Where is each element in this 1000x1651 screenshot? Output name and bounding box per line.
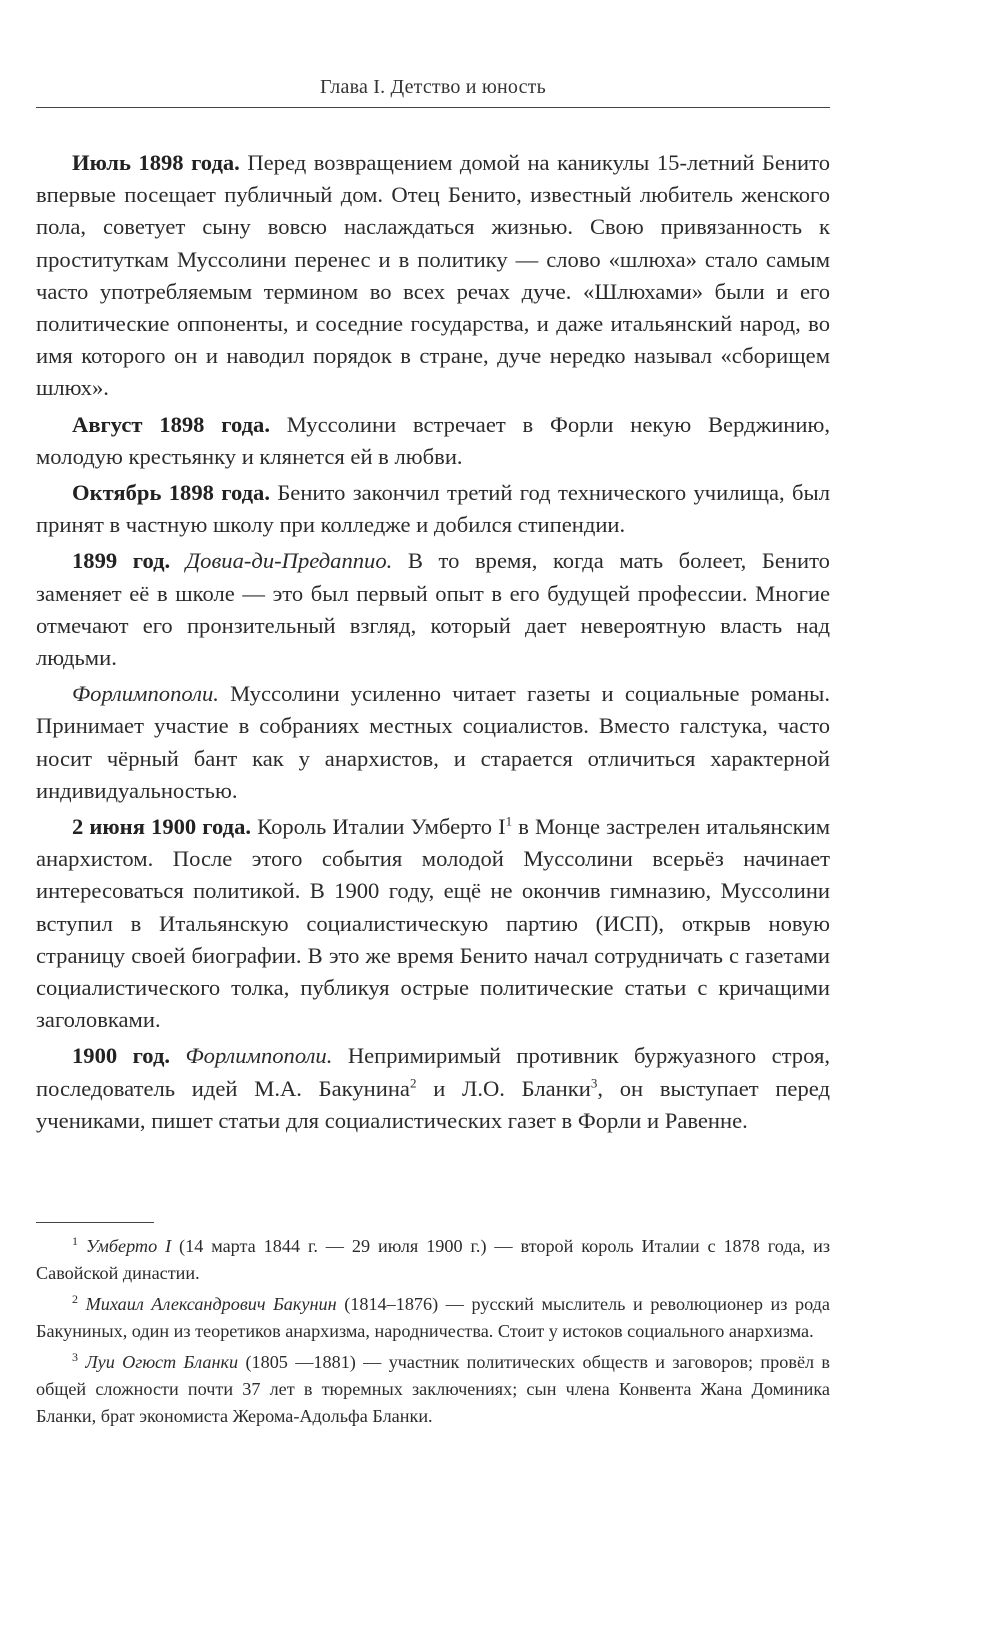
paragraph-text: Перед возвращением домой на каникулы 15-летний Бенито впервые посещает публичный дом. Отец Бенито, известный любитель женского пола, советует сыну вовсю наслаждаться жизнью. Свою привязанность к проституткам Муссолини перенес и в политику — слово «шлюха» стало самым часто употребляемым термином во всех речах дуче. «Шлюхами» были и его политические оппоненты, и соседние государства, и даже итальянский народ, во имя которого он и наводил порядок в стране, дуче нередко называл «сборищем шлюх». <box>36 150 830 401</box>
footnote-number: 3 <box>72 1349 78 1364</box>
paragraph-text: Муссолини встречает в Форли некую Верджинию, молодую крестьянку и клянется ей в любви. <box>36 411 830 469</box>
paragraph-august-1898 <box>36 409 830 473</box>
paragraph-july-1898 <box>36 147 830 405</box>
footnotes <box>36 1233 830 1434</box>
date-heading: 1899 год. <box>72 548 171 574</box>
paragraph-june-1900 <box>36 811 830 1036</box>
footnote-number: 1 <box>72 1233 78 1248</box>
footnote-rule <box>36 1222 154 1223</box>
paragraph-october-1898 <box>36 477 830 541</box>
date-heading: Июль 1898 года. <box>72 150 240 175</box>
header-rule <box>36 107 830 108</box>
footnote-ref-1: 1 <box>505 813 513 829</box>
paragraph-text: Бенито закончил третий год технического училища, был принят в частную школу при колледже и добился стипендии. <box>36 480 830 538</box>
footnote-name: Михаил Александрович Бакунин <box>85 1294 337 1314</box>
footnote-text: (1805 —1881) — участник политических обществ и заговоров; провёл в общей сложности почти 37 лет в тюремных заключениях; сын члена Конвента Жана Доминика Бланки, брат экономиста Жерома-Адольфа Бланки. <box>36 1352 831 1426</box>
footnote-text: (14 марта 1844 г. — 29 июля 1900 г.) — второй король Италии с 1878 года, из Савойской династии. <box>36 1236 831 1283</box>
paragraph-text: , он выступает перед учениками, пишет статьи для социалистических газет в Форли и Равенне. <box>36 1075 830 1133</box>
paragraph-1900 <box>36 1040 830 1137</box>
paragraph-text: Король Италии Умберто I <box>251 814 506 840</box>
footnote-name: Луи Огюст Бланки <box>85 1352 239 1372</box>
main-text <box>36 147 830 1141</box>
date-heading: 2 июня 1900 года. <box>72 814 252 840</box>
paragraph-text: в Монце застрелен итальянским анархистом. После этого события молодой Муссолини всерьёз начинает интересоваться политикой. В 1900 году, ещё не окончив гимназию, Муссолини вступил в Итальянскую социалистическую партию (ИСП), открыв новую страницу своей биографии. В это же время Бенито начал сотрудничать с газетами социалистического толка, публикуя острые политические статьи с кричащими заголовками. <box>36 814 830 1033</box>
paragraph-text: В то время, когда мать болеет, Бенито заменяет её в школе — это был первый опыт в его будущей профессии. Многие отмечают его пронзительный взгляд, который дает невероятную власть над людьми. <box>36 548 830 671</box>
footnote-ref-3: 3 <box>590 1075 598 1091</box>
date-heading: 1900 год. <box>72 1043 171 1069</box>
paragraph-text: Непримиримый противник буржуазного строя, последователь идей М.А. Бакунина <box>36 1043 830 1101</box>
footnote-ref-2: 2 <box>409 1075 417 1091</box>
place-name: Форлимпополи. <box>72 681 219 707</box>
date-heading: Октябрь 1898 года. <box>72 480 270 506</box>
footnote-3 <box>36 1349 830 1430</box>
date-heading: Август 1898 года. <box>72 411 270 437</box>
footnote-text: (1814–1876) — русский мыслитель и революционер из рода Бакуниных, один из теоретиков анархизма, народничества. Стоит у истоков социального анархизма. <box>36 1294 831 1341</box>
paragraph-1899 <box>36 545 830 674</box>
paragraph-text: и Л.О. Бланки <box>416 1075 591 1101</box>
place-name: Довиа-ди-Предаппио. <box>185 548 393 574</box>
running-header-title: Глава I. Детство и юность <box>320 76 546 98</box>
footnote-1 <box>36 1233 830 1287</box>
footnote-name: Умберто I <box>85 1236 172 1256</box>
place-name: Форлимпополи. <box>185 1043 333 1069</box>
footnote-2 <box>36 1291 830 1345</box>
footnote-number: 2 <box>72 1291 78 1306</box>
paragraph-forlimpopoli <box>36 678 830 807</box>
paragraph-text: Муссолини усиленно читает газеты и социальные романы. Принимает участие в собраниях местных социалистов. Вместо галстука, часто носит чёрный бант как у анархистов, и старается отличиться характерной индивидуальностью. <box>36 681 830 803</box>
